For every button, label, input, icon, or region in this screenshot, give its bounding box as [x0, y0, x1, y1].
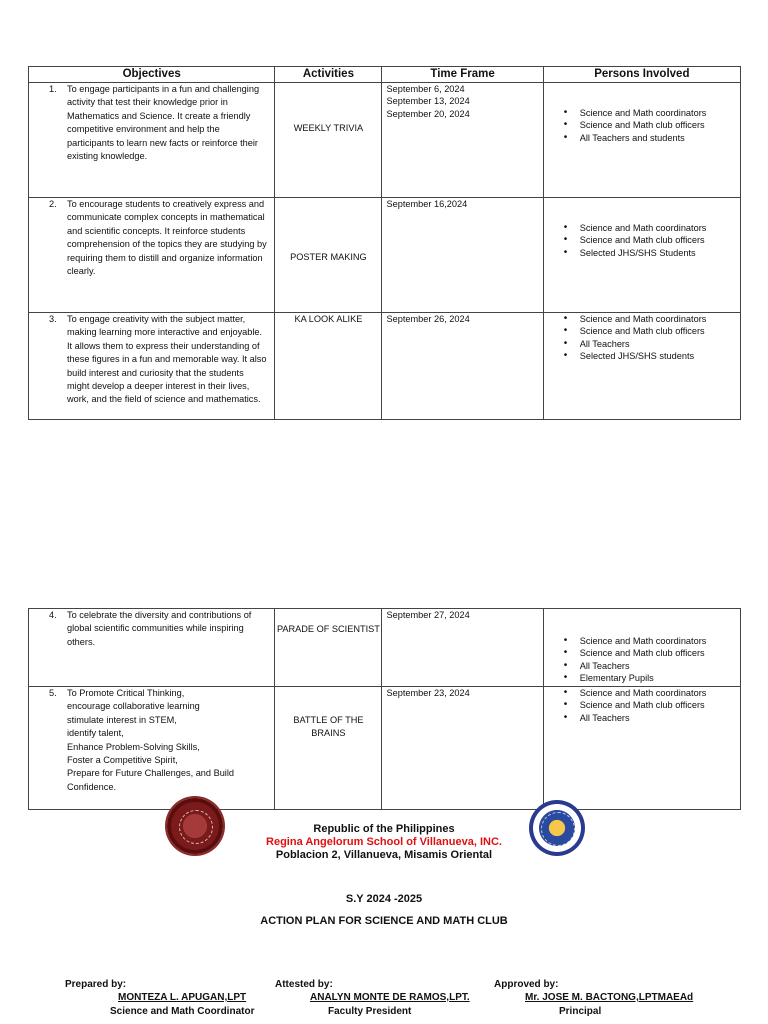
- approved-by-name: Mr. JOSE M. BACTONG,LPTMAEAd: [525, 992, 694, 1003]
- list-item: • All Teachers: [580, 712, 740, 724]
- action-plan-table-part2: [28, 608, 741, 810]
- list-item: • Science and Math coordinators: [580, 107, 740, 119]
- prepared-by-label: Prepared by:: [65, 979, 127, 990]
- objective-text: To engage participants in a fun and challenging activity that test their knowledge prior in Mathematics and Science. It create a friendly competitive environment and help the participants to learn new facts or reinforce their existing knowledge.: [67, 84, 260, 162]
- header-persons-involved: Persons Involved: [543, 67, 740, 83]
- row-number: 5.: [49, 688, 57, 698]
- objective-text: To encourage students to creatively express and communicate complex concepts in mathematical and scientific concepts. It reinforce students comprehension of the topics they are studying by requiring them to distill and organize information clearly.: [67, 199, 267, 277]
- objective-line: Prepare for Future Challenges, and Build Confidence.: [67, 768, 235, 792]
- objective-cell: [29, 83, 275, 198]
- activity-cell: [275, 609, 382, 687]
- approved-by-label: Approved by:: [494, 979, 559, 990]
- objective-cell: [29, 198, 275, 313]
- table-header-row: [29, 67, 741, 83]
- school-year: S.Y 2024 -2025: [345, 893, 423, 905]
- list-item: • Science and Math coordinators: [580, 313, 740, 325]
- date-text: September 20, 2024: [386, 108, 470, 119]
- header-activities: Activities: [275, 67, 382, 83]
- objective-line: Enhance Problem-Solving Skills,: [67, 741, 200, 752]
- list-item: • Selected JHS/SHS Students: [580, 247, 740, 259]
- date-text: September 26, 2024: [386, 314, 470, 324]
- objective-cell: [29, 687, 275, 810]
- date-text: September 27, 2024: [386, 610, 470, 620]
- table-row: [29, 609, 741, 687]
- date-text: September 23, 2024: [386, 688, 470, 698]
- objective-text: To engage creativity with the subject matter, making learning more interactive and enjoyable. It allows them to express their understanding of these figures in a fun and memorable way. It also build interest and curiosity that the students might develop a deeper interest in their lives, work, and the field of science and mathematics.: [67, 314, 267, 405]
- date-text: September 6, 2024: [386, 84, 465, 94]
- activity-cell: [275, 83, 382, 198]
- list-item: • Science and Math club officers: [580, 647, 740, 659]
- list-item: • Science and Math coordinators: [580, 635, 740, 647]
- table-row: [29, 198, 741, 313]
- school-address: Poblacion 2, Villanueva, Misamis Oriental: [275, 849, 493, 861]
- attested-by-label: Attested by:: [275, 979, 333, 990]
- header-objectives: Objectives: [29, 67, 275, 83]
- row-number: 3.: [49, 314, 57, 324]
- list-item: • Science and Math club officers: [580, 325, 740, 337]
- header-time-frame: Time Frame: [382, 67, 543, 83]
- table-row: [29, 687, 741, 810]
- activity-text: WEEKLY TRIVIA: [293, 123, 364, 133]
- time-frame-cell: [382, 198, 543, 313]
- table-row: [29, 313, 741, 420]
- row-number: 1.: [49, 84, 57, 94]
- republic-line: Republic of the Philippines: [313, 823, 455, 835]
- activity-text: BATTLE OF THE BRAINS: [293, 715, 364, 739]
- activity-cell: [275, 198, 382, 313]
- activity-cell: [275, 313, 382, 420]
- objective-text: To celebrate the diversity and contributions of global scientific communities while inspiring others.: [67, 610, 252, 647]
- time-frame-cell: [382, 687, 543, 810]
- table-row: [29, 83, 741, 198]
- list-item: • Science and Math club officers: [580, 234, 740, 246]
- list-item: • All Teachers: [580, 660, 740, 672]
- prepared-by-name: MONTEZA L. APUGAN,LPT: [118, 992, 247, 1003]
- list-item: • Science and Math club officers: [580, 699, 740, 711]
- list-item: • All Teachers and students: [580, 132, 740, 144]
- persons-cell: [543, 198, 740, 313]
- objective-line: stimulate interest in STEM,: [67, 714, 177, 725]
- objective-line: identify talent,: [67, 728, 124, 739]
- persons-cell: [543, 687, 740, 810]
- row-number: 4.: [49, 610, 57, 620]
- prepared-by-role: Science and Math Coordinator: [110, 1006, 255, 1017]
- attested-by-name: ANALYN MONTE DE RAMOS,LPT.: [310, 992, 470, 1003]
- activity-text: PARADE OF SCIENTIST: [276, 624, 380, 634]
- list-item: • Science and Math coordinators: [580, 687, 740, 699]
- persons-cell: [543, 313, 740, 420]
- row-number: 2.: [49, 199, 57, 209]
- list-item: • Science and Math coordinators: [580, 222, 740, 234]
- attested-by-role: Faculty President: [328, 1006, 412, 1017]
- action-plan-table-part1: [28, 66, 741, 420]
- objective-line: Foster a Competitive Spirit,: [67, 755, 178, 766]
- activity-cell: [275, 687, 382, 810]
- persons-cell: [543, 83, 740, 198]
- activity-text: POSTER MAKING: [290, 252, 367, 262]
- list-item: • All Teachers: [580, 338, 740, 350]
- persons-cell: [543, 609, 740, 687]
- list-item: • Elementary Pupils: [580, 672, 740, 684]
- school-name: Regina Angelorum School of Villanueva, INC.: [266, 836, 502, 848]
- time-frame-cell: [382, 83, 543, 198]
- approved-by-role: Principal: [559, 1006, 602, 1017]
- list-item: • Selected JHS/SHS students: [580, 350, 740, 362]
- objective-line: To Promote Critical Thinking,: [67, 688, 185, 698]
- time-frame-cell: [382, 313, 543, 420]
- time-frame-cell: [382, 609, 543, 687]
- date-text: September 13, 2024: [386, 96, 470, 107]
- list-item: • Science and Math club officers: [580, 119, 740, 131]
- objective-line: encourage collaborative learning: [67, 701, 200, 712]
- document-title: ACTION PLAN FOR SCIENCE AND MATH CLUB: [260, 915, 508, 927]
- activity-text: KA LOOK ALIKE: [294, 314, 363, 324]
- date-text: September 16,2024: [386, 199, 468, 209]
- objective-cell: [29, 313, 275, 420]
- objective-cell: [29, 609, 275, 687]
